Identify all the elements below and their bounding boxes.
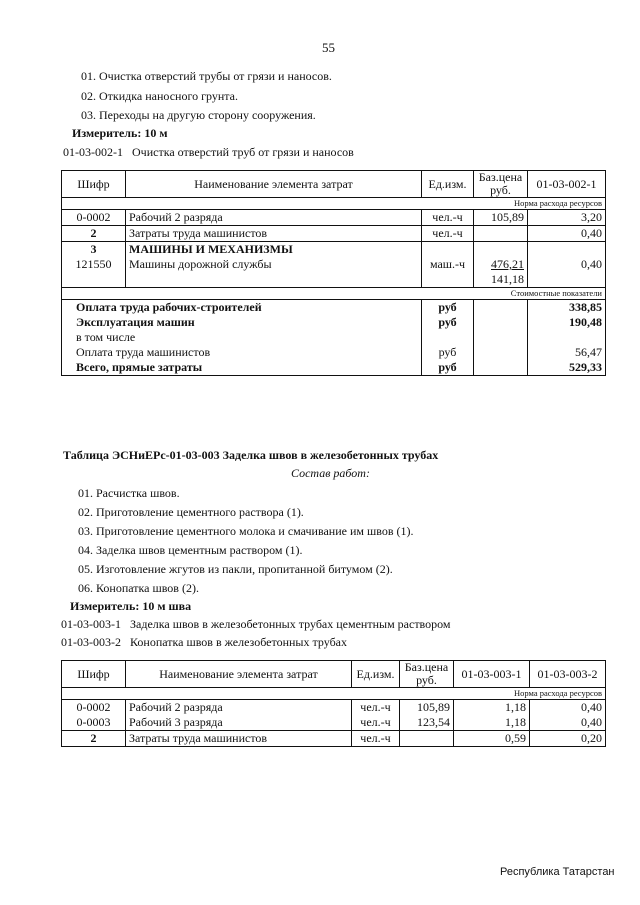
code-line-code: 01-03-003-2 bbox=[61, 635, 121, 649]
header-unit: Ед.изм. bbox=[422, 171, 474, 198]
table-header-row bbox=[62, 661, 606, 688]
operation-item: 01. Очистка отверстий трубы от грязи и наносов. bbox=[81, 69, 332, 83]
summary-row: в том числе bbox=[62, 330, 606, 345]
code-line bbox=[63, 145, 354, 160]
summary-row: Оплата труда машинистов руб 56,47 bbox=[62, 345, 606, 360]
operation-item: 02. Откидка наносного грунта. bbox=[81, 89, 238, 103]
table-row-continued bbox=[62, 272, 606, 288]
table-header-row bbox=[62, 171, 606, 198]
norm-label: Норма расхода ресурсов bbox=[62, 688, 606, 700]
header-col2: 01-03-003-2 bbox=[530, 661, 606, 688]
operation-item: 03. Приготовление цементного молока и смачивание им швов (1). bbox=[78, 524, 414, 538]
table-row: 0-0003 Рабочий 3 разряда чел.-ч 123,54 1,18 0,40 bbox=[62, 715, 606, 731]
code-line-text: Очистка отверстий труб от грязи и наносов bbox=[132, 145, 354, 159]
cost-label-row bbox=[62, 288, 606, 300]
operation-item: 05. Изготовление жгутов из пакли, пропитанной битумом (2). bbox=[78, 562, 393, 576]
measure-unit: Измеритель: 10 м bbox=[72, 126, 168, 140]
operation-item: 01. Расчистка швов. bbox=[78, 486, 180, 500]
table-row: 2 Затраты труда машинистов чел.-ч 0,59 0,20 bbox=[62, 731, 606, 747]
header-code: Шифр bbox=[62, 661, 126, 688]
norm-label-row bbox=[62, 198, 606, 210]
code-line bbox=[61, 635, 347, 650]
header-name: Наименование элемента затрат bbox=[126, 661, 352, 688]
table-title: Таблица ЭСНиЕРс-01-03-003 Заделка швов в железобетонных трубах bbox=[63, 448, 439, 462]
subtitle: Состав работ: bbox=[291, 466, 370, 480]
header-price: Баз.цена руб. bbox=[474, 171, 528, 198]
group-row: 3 МАШИНЫ И МЕХАНИЗМЫ bbox=[62, 242, 606, 258]
table-row: 2 Затраты труда машинистов чел.-ч 0,40 bbox=[62, 226, 606, 242]
operation-item: 03. Переходы на другую сторону сооружения. bbox=[81, 108, 316, 122]
code-line-code: 01-03-002-1 bbox=[63, 145, 123, 159]
page-number: 55 bbox=[322, 40, 335, 55]
code-line bbox=[61, 617, 451, 632]
cost-table-2 bbox=[61, 660, 606, 747]
cost-label: Стоимостные показатели bbox=[62, 288, 606, 300]
operation-item: 02. Приготовление цементного раствора (1). bbox=[78, 505, 304, 519]
norm-label: Норма расхода ресурсов bbox=[62, 198, 606, 210]
header-col1: 01-03-003-1 bbox=[454, 661, 530, 688]
header-code: Шифр bbox=[62, 171, 126, 198]
table-row: 121550 Машины дорожной службы маш.-ч 476,21 0,40 bbox=[62, 257, 606, 272]
summary-row: Эксплуатация машин руб 190,48 bbox=[62, 315, 606, 330]
header-col1: 01-03-002-1 bbox=[528, 171, 606, 198]
table-row: 0-0002 Рабочий 2 разряда чел.-ч 105,89 3,20 bbox=[62, 210, 606, 226]
price-bottom: 141,18 bbox=[474, 272, 528, 288]
price-top: 476,21 bbox=[491, 257, 524, 271]
header-name: Наименование элемента затрат bbox=[126, 171, 422, 198]
operation-item: 06. Конопатка швов (2). bbox=[78, 581, 199, 595]
header-price: Баз.цена руб. bbox=[400, 661, 454, 688]
code-line-code: 01-03-003-1 bbox=[61, 617, 121, 631]
measure-unit: Измеритель: 10 м шва bbox=[70, 599, 192, 613]
operation-item: 04. Заделка швов цементным раствором (1). bbox=[78, 543, 303, 557]
code-line-text: Конопатка швов в железобетонных трубах bbox=[130, 635, 348, 649]
cost-table-1 bbox=[61, 170, 606, 376]
table-row: 0-0002 Рабочий 2 разряда чел.-ч 105,89 1,18 0,40 bbox=[62, 700, 606, 716]
code-line-text: Заделка швов в железобетонных трубах цементным раствором bbox=[130, 617, 451, 631]
summary-row: Всего, прямые затраты руб 529,33 bbox=[62, 360, 606, 376]
footer-region: Республика Татарстан bbox=[500, 866, 615, 878]
summary-row: Оплата труда рабочих-строителей руб 338,85 bbox=[62, 300, 606, 316]
header-unit: Ед.изм. bbox=[352, 661, 400, 688]
norm-label-row bbox=[62, 688, 606, 700]
